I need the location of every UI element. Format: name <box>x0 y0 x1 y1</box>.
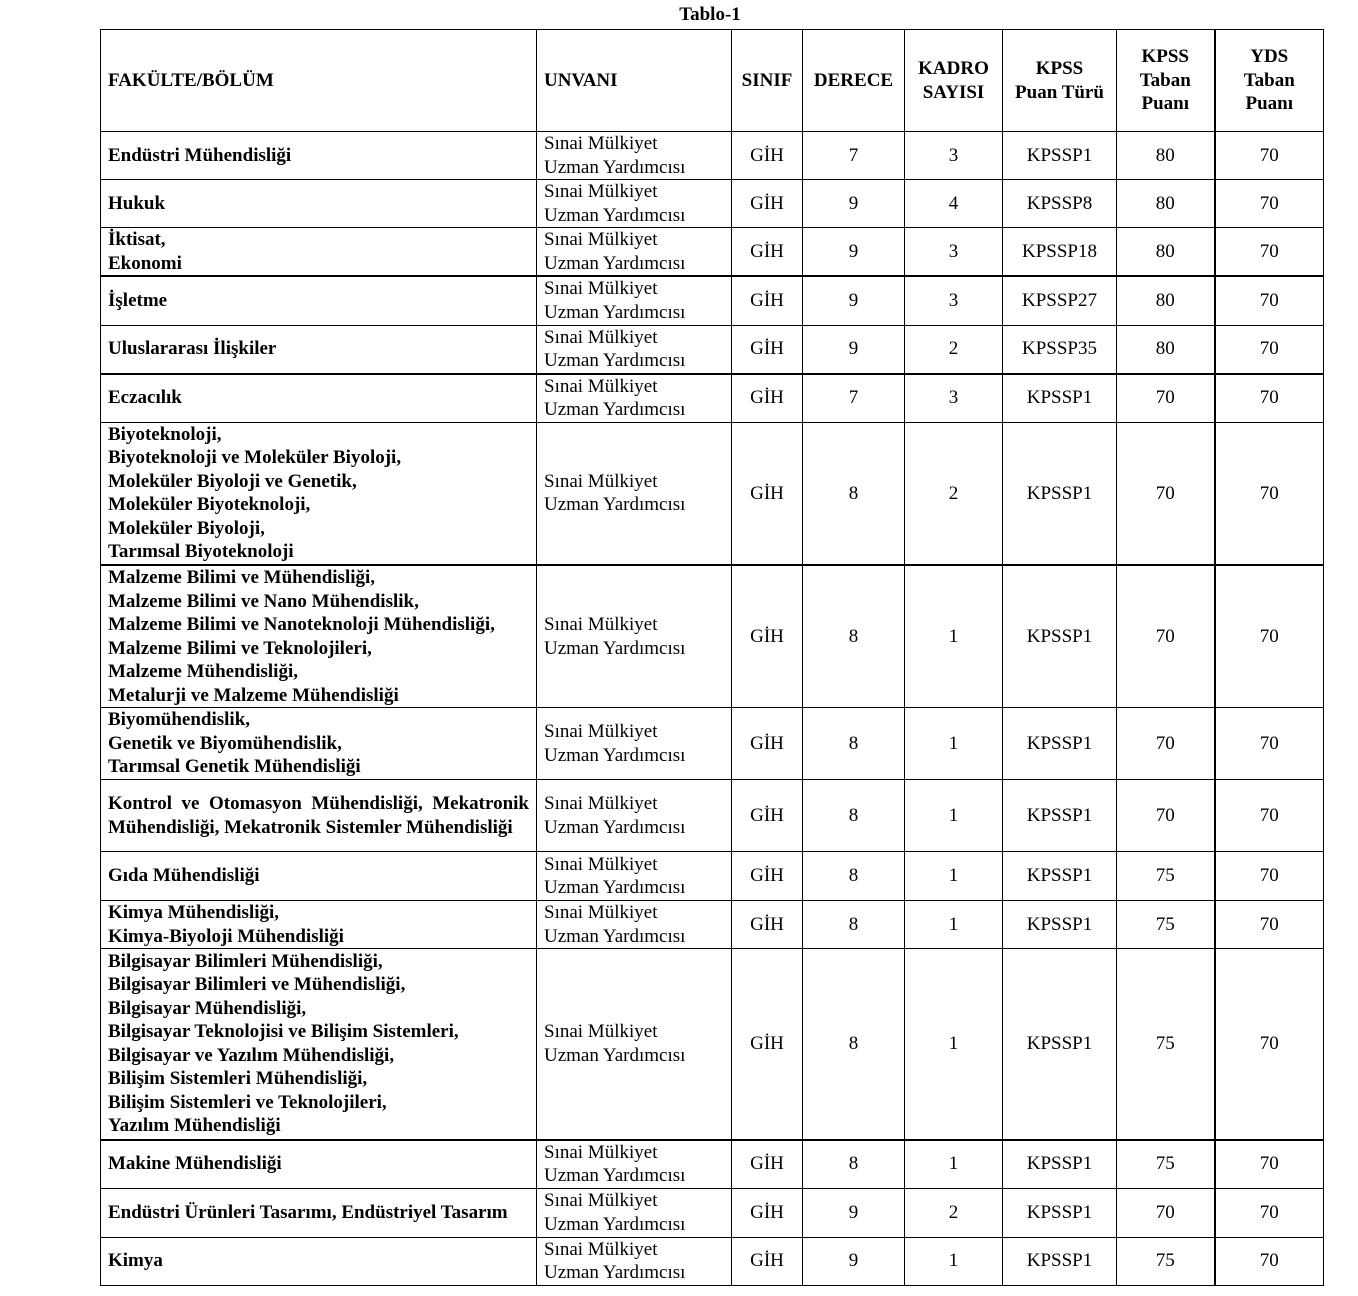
cell-kadro: 1 <box>905 1140 1003 1189</box>
cell-unvan <box>537 132 732 180</box>
cell-kadro: 2 <box>905 422 1003 565</box>
cell-kpss-tur: KPSSP1 <box>1003 374 1117 423</box>
header-kpss-taban-line: KPSS <box>1141 46 1190 68</box>
cell-fakulte <box>101 180 537 228</box>
cell-sinif: GİH <box>732 1237 803 1285</box>
cell-sinif: GİH <box>732 1140 803 1189</box>
cell-sinif: GİH <box>732 325 803 374</box>
table-row <box>101 276 1324 325</box>
cell-kpss-tur: KPSSP1 <box>1003 132 1117 180</box>
cell-yds-taban: 70 <box>1215 132 1324 180</box>
cell-derece: 8 <box>803 852 905 901</box>
cell-unvan <box>537 276 732 325</box>
fakulte-line: Yazılım Mühendisliği <box>108 1115 281 1137</box>
unvan-line: Uzman Yardımcısı <box>544 1213 686 1235</box>
cell-sinif: GİH <box>732 132 803 180</box>
cell-kpss-taban: 80 <box>1117 325 1215 374</box>
table-row <box>101 325 1324 374</box>
fakulte-line: Malzeme Bilimi ve Mühendisliği, <box>108 567 376 588</box>
unvan-line: Sınai Mülkiyet <box>544 181 658 202</box>
cell-fakulte <box>101 565 537 708</box>
fakulte-line: İşletme <box>108 290 168 311</box>
cell-yds-taban: 70 <box>1215 1237 1324 1285</box>
table-row <box>101 565 1324 708</box>
cell-kadro: 1 <box>905 780 1003 852</box>
cell-kpss-taban: 70 <box>1117 780 1215 852</box>
cell-derece: 8 <box>803 422 905 565</box>
table-row <box>101 901 1324 949</box>
cell-unvan <box>537 949 732 1140</box>
fakulte-line: Bilgisayar ve Yazılım Mühendisliği, <box>108 1044 395 1066</box>
table-row <box>101 852 1324 901</box>
fakulte-line: Biyomühendislik, <box>108 709 251 731</box>
header-kpss-taban-line: Taban <box>1139 69 1191 91</box>
cell-yds-taban: 70 <box>1215 949 1324 1140</box>
cell-unvan <box>537 1188 732 1237</box>
unvan-line: Uzman Yardımcısı <box>544 816 686 838</box>
cell-derece: 8 <box>803 565 905 708</box>
cell-sinif: GİH <box>732 901 803 949</box>
cell-unvan <box>537 780 732 852</box>
cell-kpss-taban: 80 <box>1117 276 1215 325</box>
cell-derece: 9 <box>803 180 905 228</box>
fakulte-line: Tarımsal Genetik Mühendisliği <box>108 756 361 778</box>
cell-sinif: GİH <box>732 180 803 228</box>
cell-kpss-tur: KPSSP35 <box>1003 325 1117 374</box>
unvan-line: Uzman Yardımcısı <box>544 350 686 371</box>
cell-derece: 8 <box>803 901 905 949</box>
cell-unvan <box>537 708 732 780</box>
cell-yds-taban: 70 <box>1215 228 1324 277</box>
cell-unvan <box>537 422 732 565</box>
kadro-table <box>100 29 1324 1286</box>
header-kpss-tur-line: Puan Türü <box>1015 81 1104 103</box>
cell-kpss-taban: 75 <box>1117 852 1215 901</box>
table-row <box>101 1188 1324 1237</box>
header-derece: DERECE <box>803 30 905 132</box>
cell-yds-taban: 70 <box>1215 374 1324 423</box>
table-row <box>101 1237 1324 1285</box>
fakulte-line: Gıda Mühendisliği <box>108 865 260 887</box>
cell-unvan <box>537 374 732 423</box>
cell-kpss-tur: KPSSP1 <box>1003 708 1117 780</box>
header-kadro-line: SAYISI <box>922 81 985 103</box>
cell-derece: 8 <box>803 1140 905 1189</box>
cell-derece: 9 <box>803 325 905 374</box>
cell-fakulte <box>101 132 537 180</box>
cell-kadro: 1 <box>905 852 1003 901</box>
cell-kpss-taban: 80 <box>1117 228 1215 277</box>
table-body <box>101 132 1324 1286</box>
cell-fakulte <box>101 852 537 901</box>
header-kpss-taban <box>1117 30 1215 132</box>
cell-sinif: GİH <box>732 1188 803 1237</box>
table-row <box>101 949 1324 1140</box>
cell-kpss-taban: 75 <box>1117 901 1215 949</box>
cell-sinif: GİH <box>732 374 803 423</box>
cell-kpss-tur: KPSSP1 <box>1003 1140 1117 1189</box>
cell-unvan <box>537 565 732 708</box>
cell-fakulte <box>101 325 537 374</box>
fakulte-line: İktisat, <box>108 229 166 250</box>
fakulte-line: Ekonomi <box>108 252 182 274</box>
fakulte-line: Moleküler Biyoloji, <box>108 517 265 539</box>
cell-kpss-taban: 70 <box>1117 374 1215 423</box>
fakulte-line: Moleküler Biyoloji ve Genetik, <box>108 470 357 492</box>
unvan-line: Uzman Yardımcısı <box>544 301 686 323</box>
cell-yds-taban: 70 <box>1215 708 1324 780</box>
unvan-line: Sınai Mülkiyet <box>544 614 658 635</box>
cell-kpss-tur: KPSSP1 <box>1003 1237 1117 1285</box>
cell-derece: 9 <box>803 228 905 277</box>
cell-kadro: 2 <box>905 325 1003 374</box>
header-kpss-tur <box>1003 30 1117 132</box>
fakulte-line: Bilgisayar Mühendisliği, <box>108 997 307 1019</box>
fakulte-line: Kimya <box>108 1250 163 1272</box>
cell-kadro: 1 <box>905 1237 1003 1285</box>
cell-yds-taban: 70 <box>1215 780 1324 852</box>
cell-yds-taban: 70 <box>1215 325 1324 374</box>
cell-fakulte <box>101 374 537 423</box>
fakulte-line: Metalurji ve Malzeme Mühendisliği <box>108 684 399 706</box>
header-row <box>101 30 1324 132</box>
cell-kpss-taban: 70 <box>1117 565 1215 708</box>
fakulte-line: Hukuk <box>108 192 166 214</box>
cell-derece: 8 <box>803 780 905 852</box>
fakulte-line: Malzeme Bilimi ve Nano Mühendislik, <box>108 590 419 612</box>
header-kadro <box>905 30 1003 132</box>
cell-kpss-tur: KPSSP1 <box>1003 422 1117 565</box>
cell-kadro: 3 <box>905 228 1003 277</box>
cell-kadro: 1 <box>905 565 1003 708</box>
fakulte-line: Biyoteknoloji, <box>108 423 222 445</box>
cell-yds-taban: 70 <box>1215 901 1324 949</box>
fakulte-line: Kimya Mühendisliği, <box>108 902 280 923</box>
header-yds-line: Taban <box>1243 69 1295 91</box>
unvan-line: Uzman Yardımcısı <box>544 494 686 516</box>
cell-kpss-tur: KPSSP1 <box>1003 949 1117 1140</box>
cell-kpss-taban: 75 <box>1117 949 1215 1140</box>
cell-yds-taban: 70 <box>1215 1140 1324 1189</box>
cell-fakulte <box>101 228 537 277</box>
cell-kpss-taban: 75 <box>1117 1140 1215 1189</box>
cell-kadro: 4 <box>905 180 1003 228</box>
unvan-line: Sınai Mülkiyet <box>544 375 658 397</box>
fakulte-line: Endüstri Mühendisliği <box>108 144 292 166</box>
cell-kpss-tur: KPSSP27 <box>1003 276 1117 325</box>
cell-kpss-tur: KPSSP1 <box>1003 1188 1117 1237</box>
cell-kadro: 3 <box>905 276 1003 325</box>
cell-fakulte <box>101 276 537 325</box>
cell-fakulte: Kontrol ve Otomasyon Mühendisliği, Mekatronik Mühendisliği, Mekatronik Sistemler Mühendisliği <box>101 780 537 852</box>
cell-kpss-tur: KPSSP1 <box>1003 565 1117 708</box>
table-row <box>101 374 1324 423</box>
header-kpss-taban-line: Puanı <box>1141 93 1190 115</box>
unvan-line: Sınai Mülkiyet <box>544 721 658 742</box>
fakulte-line: Malzeme Bilimi ve Nanoteknoloji Mühendisliği, <box>108 614 495 635</box>
unvan-line: Uzman Yardımcısı <box>544 1165 686 1186</box>
cell-unvan <box>537 228 732 277</box>
table-title: Tablo-1 <box>679 4 741 25</box>
cell-kadro: 1 <box>905 901 1003 949</box>
unvan-line: Sınai Mülkiyet <box>544 470 658 492</box>
unvan-line: Uzman Yardımcısı <box>544 1044 686 1066</box>
unvan-line: Uzman Yardımcısı <box>544 204 686 226</box>
cell-derece: 9 <box>803 1188 905 1237</box>
fakulte-line: Bilgisayar Teknolojisi ve Bilişim Sistemleri, <box>108 1021 459 1043</box>
unvan-line: Sınai Mülkiyet <box>544 793 658 814</box>
fakulte-line: Makine Mühendisliği <box>108 1153 282 1175</box>
unvan-line: Sınai Mülkiyet <box>544 1238 658 1260</box>
cell-unvan <box>537 852 732 901</box>
cell-yds-taban: 70 <box>1215 422 1324 565</box>
cell-kpss-taban: 80 <box>1117 180 1215 228</box>
cell-yds-taban: 70 <box>1215 565 1324 708</box>
unvan-line: Sınai Mülkiyet <box>544 853 658 875</box>
header-yds-line: Puanı <box>1245 93 1294 115</box>
header-kpss-tur-line: KPSS <box>1035 58 1084 79</box>
unvan-line: Sınai Mülkiyet <box>544 229 658 250</box>
cell-sinif: GİH <box>732 852 803 901</box>
fakulte-line: Bilişim Sistemleri ve Teknolojileri, <box>108 1091 387 1113</box>
cell-kpss-tur: KPSSP8 <box>1003 180 1117 228</box>
cell-kpss-taban: 70 <box>1117 708 1215 780</box>
fakulte-line: Tarımsal Biyoteknoloji <box>108 541 294 563</box>
cell-kadro: 3 <box>905 132 1003 180</box>
table-row <box>101 180 1324 228</box>
cell-kadro: 3 <box>905 374 1003 423</box>
fakulte-line: Biyoteknoloji ve Moleküler Biyoloji, <box>108 447 402 469</box>
header-kadro-line: KADRO <box>918 58 989 79</box>
cell-unvan <box>537 1237 732 1285</box>
table-row <box>101 1140 1324 1189</box>
unvan-line: Sınai Mülkiyet <box>544 1190 658 1211</box>
cell-fakulte: Endüstri Ürünleri Tasarımı, Endüstriyel Tasarım <box>101 1188 537 1237</box>
unvan-line: Sınai Mülkiyet <box>544 1021 658 1043</box>
cell-unvan <box>537 1140 732 1189</box>
cell-derece: 7 <box>803 374 905 423</box>
fakulte-line: Bilişim Sistemleri Mühendisliği, <box>108 1068 368 1090</box>
fakulte-line: Bilgisayar Bilimleri Mühendisliği, <box>108 950 383 972</box>
cell-sinif: GİH <box>732 565 803 708</box>
cell-derece: 9 <box>803 276 905 325</box>
cell-fakulte <box>101 422 537 565</box>
unvan-line: Uzman Yardımcısı <box>544 1262 686 1283</box>
cell-yds-taban: 70 <box>1215 180 1324 228</box>
cell-yds-taban: 70 <box>1215 276 1324 325</box>
cell-kpss-taban: 70 <box>1117 1188 1215 1237</box>
cell-kpss-tur: KPSSP1 <box>1003 852 1117 901</box>
cell-yds-taban: 70 <box>1215 1188 1324 1237</box>
cell-kpss-tur: KPSSP1 <box>1003 780 1117 852</box>
cell-derece: 8 <box>803 949 905 1140</box>
fakulte-line: Malzeme Mühendisliği, <box>108 661 298 682</box>
cell-sinif: GİH <box>732 276 803 325</box>
unvan-line: Uzman Yardımcısı <box>544 637 686 659</box>
cell-sinif: GİH <box>732 422 803 565</box>
unvan-line: Uzman Yardımcısı <box>544 399 686 420</box>
unvan-line: Uzman Yardımcısı <box>544 925 686 947</box>
cell-kadro: 1 <box>905 949 1003 1140</box>
fakulte-line: Genetik ve Biyomühendislik, <box>108 732 342 754</box>
unvan-line: Sınai Mülkiyet <box>544 133 658 154</box>
table-row <box>101 780 1324 852</box>
table-row <box>101 228 1324 277</box>
cell-fakulte <box>101 1237 537 1285</box>
cell-kadro: 2 <box>905 1188 1003 1237</box>
unvan-line: Sınai Mülkiyet <box>544 326 658 348</box>
cell-unvan <box>537 901 732 949</box>
header-unvan: UNVANI <box>537 30 732 132</box>
cell-fakulte <box>101 708 537 780</box>
cell-unvan <box>537 325 732 374</box>
cell-kpss-tur: KPSSP18 <box>1003 228 1117 277</box>
cell-sinif: GİH <box>732 228 803 277</box>
unvan-line: Sınai Mülkiyet <box>544 278 658 300</box>
cell-derece: 8 <box>803 708 905 780</box>
unvan-line: Uzman Yardımcısı <box>544 252 686 274</box>
fakulte-line: Eczacılık <box>108 387 182 409</box>
table-row <box>101 422 1324 565</box>
unvan-line: Uzman Yardımcısı <box>544 156 686 178</box>
unvan-line: Sınai Mülkiyet <box>544 1141 658 1163</box>
cell-kpss-taban: 70 <box>1117 422 1215 565</box>
unvan-line: Uzman Yardımcısı <box>544 744 686 766</box>
cell-fakulte <box>101 949 537 1140</box>
fakulte-line: Kimya-Biyoloji Mühendisliği <box>108 925 344 947</box>
cell-yds-taban: 70 <box>1215 852 1324 901</box>
header-sinif: SINIF <box>732 30 803 132</box>
fakulte-line: Moleküler Biyoteknoloji, <box>108 494 311 516</box>
cell-sinif: GİH <box>732 949 803 1140</box>
fakulte-line: Bilgisayar Bilimleri ve Mühendisliği, <box>108 974 406 996</box>
fakulte-line: Uluslararası İlişkiler <box>108 338 277 360</box>
cell-kpss-tur: KPSSP1 <box>1003 901 1117 949</box>
table-row <box>101 708 1324 780</box>
cell-kpss-taban: 75 <box>1117 1237 1215 1285</box>
cell-unvan <box>537 180 732 228</box>
cell-sinif: GİH <box>732 708 803 780</box>
unvan-line: Uzman Yardımcısı <box>544 877 686 898</box>
cell-fakulte <box>101 901 537 949</box>
cell-fakulte <box>101 1140 537 1189</box>
fakulte-line: Malzeme Bilimi ve Teknolojileri, <box>108 637 372 659</box>
cell-sinif: GİH <box>732 780 803 852</box>
header-yds <box>1215 30 1324 132</box>
unvan-line: Sınai Mülkiyet <box>544 902 658 923</box>
table-row <box>101 132 1324 180</box>
cell-derece: 7 <box>803 132 905 180</box>
header-yds-line: YDS <box>1250 46 1289 68</box>
cell-derece: 9 <box>803 1237 905 1285</box>
header-fakulte: FAKÜLTE/BÖLÜM <box>101 30 537 132</box>
cell-kpss-taban: 80 <box>1117 132 1215 180</box>
cell-kadro: 1 <box>905 708 1003 780</box>
